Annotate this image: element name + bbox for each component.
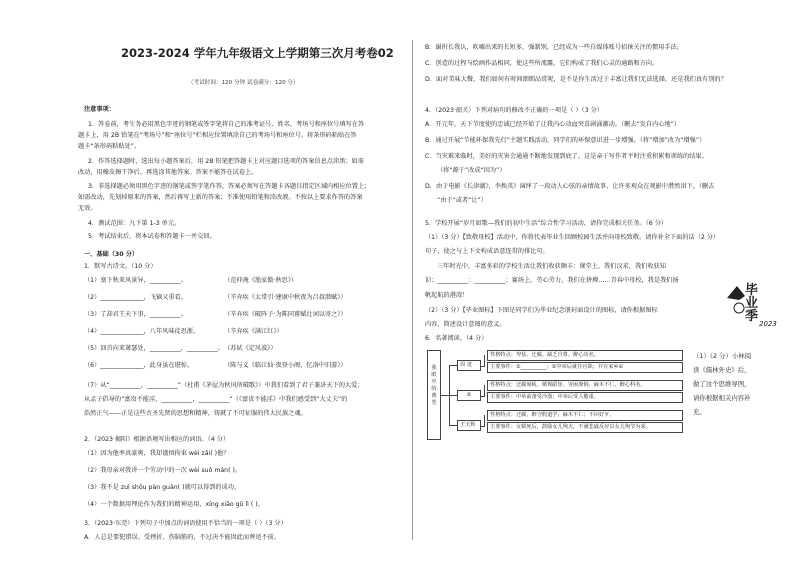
- question-2: 2．（2023·揭阳）根据语境写出相应的词语。（4 分）: [84, 436, 230, 443]
- graduation-logo: [723, 278, 781, 330]
- right-column: [425, 0, 780, 562]
- poem-line: （2）______________，飞镝又重看。: [84, 294, 187, 301]
- option-c: C．创造的过程与绘画作品相同，使这些所流露，它们构成了我们心灵的通路和方向。: [425, 60, 659, 67]
- question-2-item: （1）因为他率真豪爽，我却谨慎拘束 wèi zǎi( )他？: [84, 450, 230, 457]
- notice-item: 改动，用橡皮擦干净后，再选涂其他答案。答案不能答在试卷上。: [78, 169, 258, 176]
- question-5-line: （2）（3 分）【毕业图标】下图是同学们为毕业纪念册封面设计的图标，请你根据图标: [425, 307, 658, 314]
- poem-source: （辛弃疾《破阵子·为陈同甫赋壮词以寄之》）: [224, 311, 347, 318]
- side-note-line: （1）（2 分）小林阅: [693, 352, 752, 360]
- option-d: D．面对美味大餐，我们如何有时间细细品赏呢，是不是你生活过于丰富让我们无法选择，还是我们真有别的？: [425, 76, 727, 83]
- poem-source: （辛弃疾《满江红》）: [224, 328, 283, 335]
- notice-heading: 注意事项：: [84, 106, 115, 113]
- left-column: [76, 0, 406, 562]
- notice-item: 1．答卷前，考生务必用黑色字迹的钢笔或签字笔将自己的准考证号、姓名、考场号和座位号填写在答: [88, 121, 365, 128]
- trait-box: 性格特点：迂腐、醉守假道学；麻木不仁；不识好歹。: [487, 410, 683, 421]
- person-blank: ②: [457, 390, 481, 401]
- side-note-line: 充。: [693, 408, 706, 416]
- notice-item: 无效。: [78, 205, 97, 212]
- trait-connector-h: [481, 396, 484, 397]
- trait-connector: [484, 385, 485, 397]
- poem-line: （5）回首向来萧瑟处，__________，__________。: [84, 345, 225, 352]
- question-5-line: 内容，简述设计意图的意义。: [425, 321, 506, 328]
- notice-item: 如需改动，先划掉原来的答案，然后再写上新的答案；不准使用铅笔和涂改液。不按以上要求作答的答案: [78, 194, 363, 201]
- question-5-line: 帆起航的港湾！: [425, 292, 469, 299]
- question-4-option: C．当灾难来临时，美好的灾害会通通不断地发现到底了，这是亲于写作者平时注重积累和训练的结果。: [425, 153, 708, 160]
- person-2: 王玉辉: [457, 420, 481, 431]
- section-heading: 一、基础（30 分）: [84, 251, 139, 258]
- poem-7-line: 从孟子倡导的“富贵不能淫，__________，__________”（《富贵不能淫》中我们感受到“大丈夫”的: [84, 396, 348, 403]
- trait-connector-h: [481, 366, 484, 367]
- question-4-option: B．通过开展“节能环保我先行”主题实践活动，同学们的环保意识进一步增强。（将“增加”改为“增强”）: [425, 137, 706, 144]
- notice-item: 5．考试结束后，将本试卷和答题卡一并交回。: [88, 233, 216, 240]
- poem-source: （苏轼《定风波》）: [224, 345, 277, 352]
- exam-meta: （考试时间：120 分钟 试卷满分：120 分）: [188, 80, 299, 86]
- question-5-line: 三年时光中，丰富多彩的学校生活让我们收获颇丰：课堂上，我们汉求，我们收获知: [437, 263, 666, 270]
- branch-mid: [449, 395, 457, 396]
- question-4-option: D．由于电影《长津湖》，李焕英》演绎了一段动人心弦的亲情故事，让许多观众在观影中潸然泪下。（删去: [425, 183, 715, 190]
- trait-connector: [484, 415, 485, 427]
- question-1: 1．默写古诗文。（10 分）: [84, 263, 157, 270]
- notice-item: 2．作答选择题时，选出每小题答案后，用 2B 铅笔把答题卡上对应题目选项的答案信息点涂黑；如需: [88, 158, 364, 165]
- notice-item: 3．非选择题必须用黑色字迹的钢笔或签字笔作答，答案必须写在答题卡各题目指定区域内相应位置上；: [88, 183, 371, 190]
- poem-line: （1）塞下秋来风景异，__________。: [84, 277, 187, 284]
- mind-map-root: 我眼中的典型: [427, 350, 441, 440]
- poem-line: （3）了却君王天下事，__________。: [84, 311, 187, 318]
- branch-top: [449, 365, 457, 366]
- notice-item: 题卡上，用 2B 铅笔在“考场号”和“座位号”栏相应位置填涂自己的考场号和座位号。将条形码粘贴在答: [78, 132, 357, 139]
- question-2-item: （3）我不是 zuì shǒu pàn guān( )就可以得到的成功，: [84, 484, 241, 491]
- root-connector: [441, 395, 449, 396]
- page-title: 2023-2024 学年九年级语文上学期第三次月考卷02: [121, 46, 394, 60]
- logo-year: 2023: [759, 320, 777, 328]
- poem-line: （6）______________，此身虽在堪惊。: [84, 362, 194, 369]
- side-note-line: 请你根据相关内容补: [693, 394, 751, 402]
- poem-source: （辛弃疾《太常引·建康中秋夜为吕叔潜赋》）: [224, 294, 347, 301]
- question-5-line: 识；__________：__________；赛场上，劳心劳力，我们在拼搏……青春中母校，我是我们扬: [425, 277, 679, 284]
- question-5-line: （1）（3 分）【致敬母校】活动中，你将代表毕业生回顾校园生活并向母校致敬。请你补全下面的话（2 分）: [425, 234, 720, 241]
- trait-box: 主要事件：①__________；②中举后就任官职；并在家乡①: [487, 362, 683, 373]
- question-6: 6．名著阅读。（4 分）: [425, 335, 488, 342]
- question-4: 4．（2023·韶关）下列对病句的修改不正确的一项是（ ）（3 分）: [425, 107, 604, 114]
- trait-box: 性格特点：迂腐刻板、循规蹈矩、穷困潦倒、麻木不仁、醉心科名。: [487, 380, 683, 391]
- notice-item: 题卡“条形码粘贴处”。: [78, 143, 141, 150]
- trait-connector: [484, 355, 485, 367]
- question-2-item: （4）一个数据用理论作为我们的精神运用，xíng xiāo gǔ lì ( )。: [84, 501, 264, 508]
- question-4-option: “由于”或者“让”）: [437, 197, 487, 204]
- side-note-line: 做了这个思维导图，: [693, 380, 751, 388]
- question-5-line: 句子，使之与上下文构成语意连贯的排比句。: [425, 248, 549, 255]
- person-1: 周 进: [457, 360, 481, 371]
- branch-bottom: [449, 425, 457, 426]
- question-3-option-a: A．人总是要犯错误、受挫折、伤脑筋的，不过决不能因此而葬送不前。: [84, 534, 281, 541]
- column-divider: [412, 40, 413, 540]
- question-3: 3．（2023·东莞）下列句子中加点的词语使用不恰当的一项是（ ）（3 分）: [84, 520, 287, 527]
- notice-item: 4．测试范围：九下第 1-3 单元。: [88, 220, 181, 227]
- poem-7-line: （7）从“__________，__________”（杜甫《茅屋为秋风所破歌》）中我们看到了君子兼济天下的大爱；: [84, 382, 364, 389]
- question-4-option: A．开元年，天下节度使的忠诚已经开始了让我内心动血突喜剧涌激动。（删去“发自内心地”）: [425, 121, 681, 128]
- trait-connector-h: [481, 426, 484, 427]
- poem-source: （陈与义《临江仙·夜登小阁，忆洛中旧游》）: [224, 362, 347, 369]
- poem-7-line: 浩然正气——正是这些古圣先贤的思想和精神，铸就了不可征服的伟大民族之魂。: [84, 410, 307, 417]
- poem-line: （4）______________，八年风味徒思浙。: [84, 328, 200, 335]
- question-2-item: （2）我母亲对我讲一个劳动中的一次 wèi suǒ mán( )。: [84, 467, 242, 474]
- question-4-option: （将“源于”改成“因为”）: [437, 167, 506, 174]
- poem-source: （范仲淹《渔家傲·秋思》）: [224, 277, 298, 284]
- trait-box: 主要事件：女婿死后，鼓励女儿殉夫，不满悲戚反应以女儿殉节为荣。: [487, 422, 683, 433]
- trait-box: 性格特点：卑怯、迂腐、缺乏自尊、醉心功名。: [487, 350, 683, 361]
- question-5: 5．学校开展“岁月如歌—我们的初中生活”综合性学习活动，请你完成相关任务。（6 分）: [425, 220, 668, 227]
- side-note-line: 读《儒林外史》后，: [693, 366, 751, 374]
- logo-main-text: 毕业季: [745, 283, 759, 324]
- trait-box: 主要事件：中举前备受冷落；中举后受人敬重。: [487, 392, 683, 403]
- option-b: B．谢班长我认，吹嘘出来的长短多，强制别，已经成为一些自媒体账号招徕关注的惯用手法。: [425, 44, 683, 51]
